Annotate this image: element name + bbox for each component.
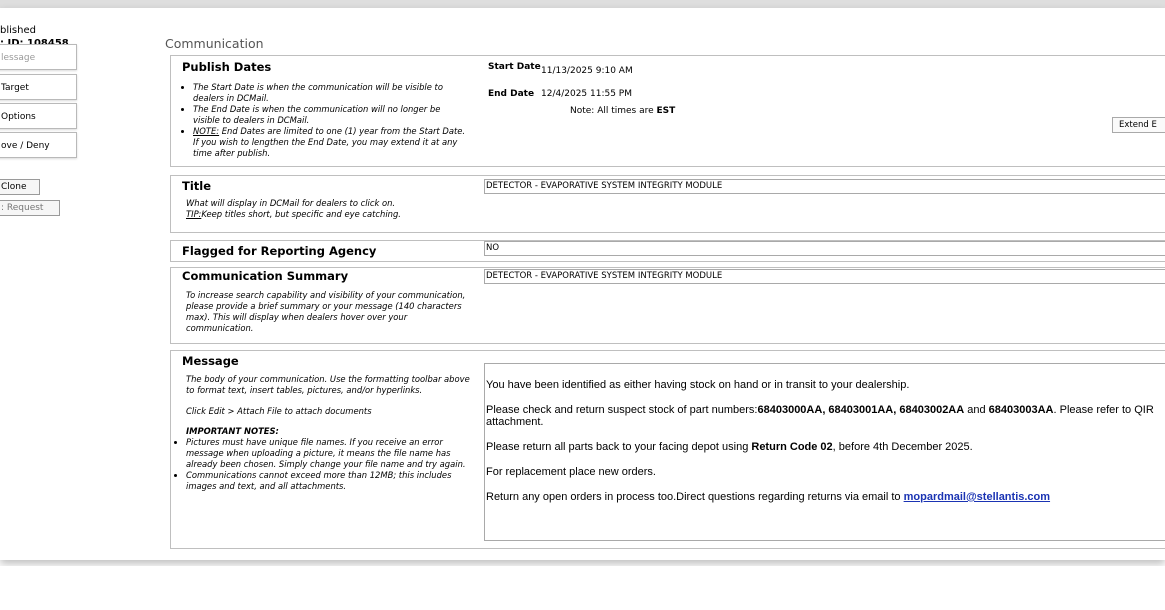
timezone-note-text: Note: All times are [570,106,657,116]
start-date-label: Start Date [488,62,541,72]
nav-target-button[interactable]: Target [0,74,77,100]
part-numbers: 68403000AA, 68403001AA, 68403002AA [757,404,965,416]
publish-dates-section [170,55,1165,167]
status-line: blished [0,25,36,36]
message-line-1: You have been identified as either having stock on hand or in transit to your dealership. [486,379,910,391]
message-section [170,350,1165,549]
message-line-3 [486,441,1165,453]
note-text: End Dates are limited to one (1) year from the Start Date. If you wish to lengthen the End Date, you may extend it at any time after publish. [193,126,466,158]
message-line-2-text: Please check and return suspect stock of part numbers: [486,404,758,416]
summary-section [170,267,1165,344]
nav-message-button[interactable]: lessage [0,44,77,70]
window-top-bar [0,0,1165,8]
message-line-2 [486,404,1165,428]
nav-options-button[interactable]: Options [0,103,77,129]
request-button[interactable]: : Request [0,200,60,216]
message-line-2-and: and [964,404,989,416]
timezone-note [570,106,675,116]
part-number-last: 68403003AA [988,404,1054,416]
publish-bullet-note [193,126,469,159]
title-section [170,175,1165,233]
main-panel [0,8,1165,560]
message-description [186,374,476,492]
message-line-2-end: . Please refer to QIR attachment. [486,404,1154,428]
tip-prefix: TIP: [186,209,202,219]
title-input[interactable]: DETECTOR - EVAPORATIVE SYSTEM INTEGRITY MODULE [484,179,1165,194]
message-body-editor[interactable] [484,363,1165,541]
page-bottom-area [0,566,1165,610]
extend-end-date-button[interactable]: Extend E [1112,117,1165,133]
publish-dates-description [184,82,469,159]
summary-input[interactable]: DETECTOR - EVAPORATIVE SYSTEM INTEGRITY MODULE [484,269,1165,284]
tip-text: Keep titles short, but specific and eye catching. [201,209,401,219]
important-note-size: • Communications cannot exceed more than 12MB; this includes images and text, and all attachments. [186,470,476,492]
message-line-5 [486,491,1165,503]
message-description-text: The body of your communication. Use the formatting toolbar above to format text, insert tables, pictures, and/or hyperlinks. [186,374,470,395]
note-prefix: NOTE: [193,126,220,136]
important-notes-heading: IMPORTANT NOTES: [186,426,279,436]
title-description [186,198,476,220]
flagged-heading: Flagged for Reporting Agency [182,244,377,258]
title-tip [186,209,476,220]
clone-button[interactable]: Clone [0,179,40,195]
message-line-5-text: Return any open orders in process too.Direct questions regarding returns via email to [486,491,904,503]
message-line-3-text: Please return all parts back to your facing depot using [486,441,752,453]
end-date-value: 12/4/2025 11:55 PM [541,89,632,99]
title-heading: Title [182,179,212,193]
email-link[interactable]: mopardmail@stellantis.com [903,491,1051,503]
start-date-value: 11/13/2025 9:10 AM [541,66,633,76]
publish-bullet-start: • The Start Date is when the communication will be visible to dealers in DCMail. [193,82,469,104]
title-description-text: What will display in DCMail for dealers to click on. [186,198,396,208]
page-title: Communication [165,36,264,51]
summary-heading: Communication Summary [182,269,349,283]
summary-description: To increase search capability and visibility of your communication, please provide a brief summary or your message (140 characters max). This will display when dealers hover over your communication. [186,290,466,333]
message-heading: Message [182,354,239,368]
message-line-4: For replacement place new orders. [486,466,656,478]
return-code: Return Code 02 [751,441,833,453]
attach-instructions: Click Edit > Attach File to attach documents [186,406,372,416]
publish-dates-heading: Publish Dates [182,60,272,74]
message-line-3-end: , before 4th December 2025. [832,441,973,453]
timezone-value: EST [656,106,676,116]
important-note-pictures: • Pictures must have unique file names. If you receive an error message when uploading a picture, it means the file name has already been chosen. Simply change your file name and try again. [186,437,476,470]
publish-bullet-end: • The End Date is when the communication will no longer be visible to dealers in DCMail. [193,104,469,126]
flagged-select[interactable]: NO [484,241,1165,256]
nav-approve-deny-button[interactable]: ove / Deny [0,132,77,158]
flagged-section [170,240,1165,262]
end-date-label: End Date [488,89,535,99]
